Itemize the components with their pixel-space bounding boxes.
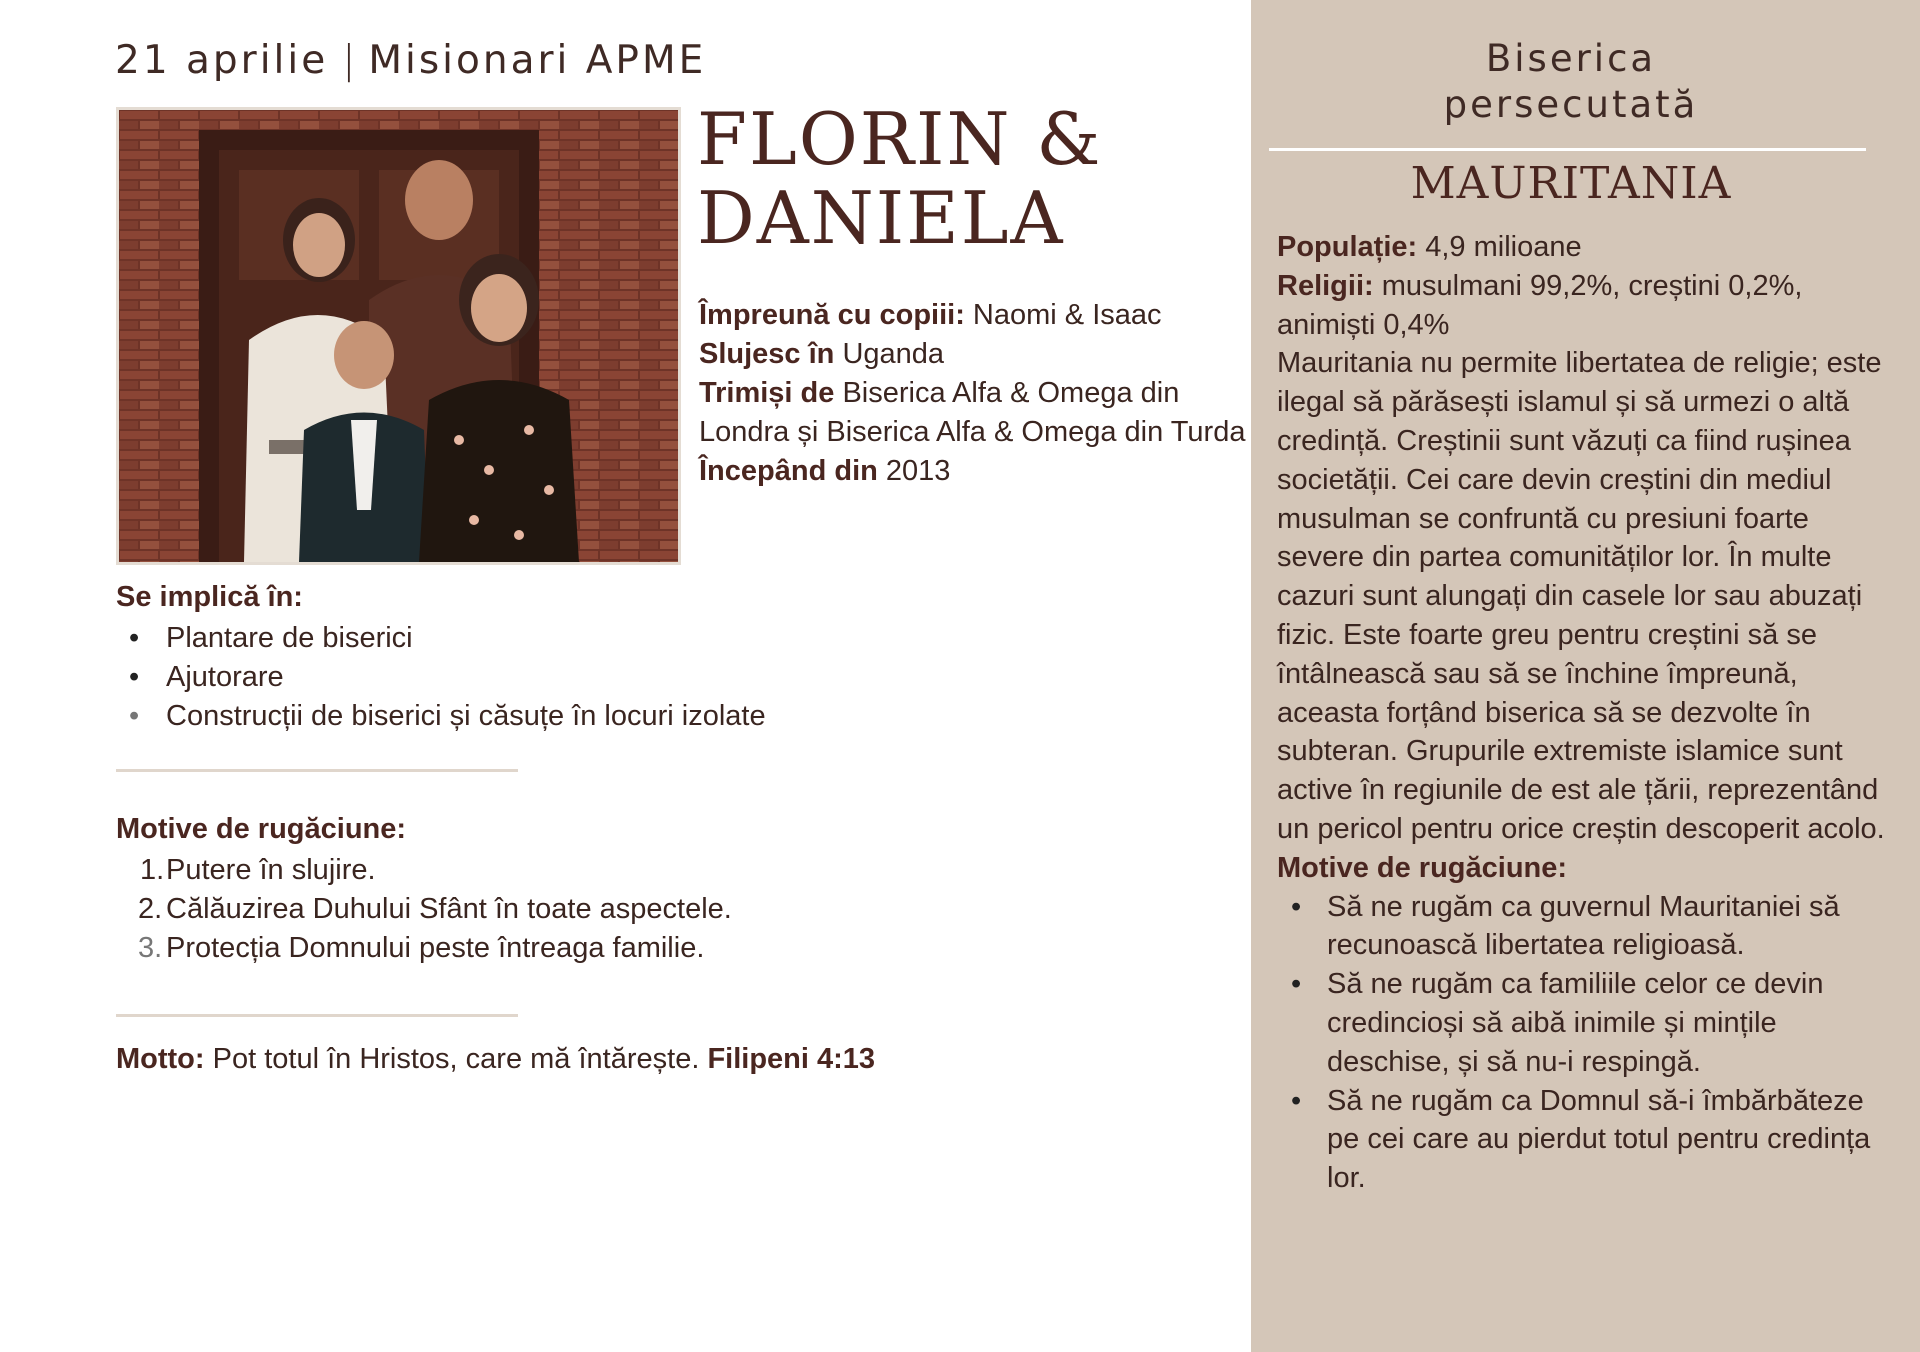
children-row: [699, 296, 1259, 335]
motto-label: Motto:: [116, 1043, 205, 1075]
list-item: • Să ne rugăm ca guvernul Mauritaniei să recunoască libertatea religioasă.: [1277, 888, 1902, 966]
divider: [116, 1014, 518, 1017]
religion-label: Religii:: [1277, 269, 1374, 302]
prayer-list: [116, 851, 732, 968]
country-prayer-list: [1277, 888, 1902, 1198]
panel-divider: [1269, 148, 1866, 151]
item-text: Protecția Domnului peste întreaga familie.: [166, 932, 705, 964]
date: 21 aprilie: [115, 37, 329, 83]
motto-reference: Filipeni 4:13: [707, 1043, 876, 1075]
item-number: 1.: [140, 854, 165, 886]
divider: [116, 769, 518, 772]
list-item: [116, 851, 732, 890]
list-item: • Plantare de biserici: [116, 619, 766, 658]
persecuted-church-panel: [1251, 0, 1920, 1352]
children-value: Naomi & Isaac: [964, 299, 1162, 331]
sent-value: Biserica Alfa & Omega din Londra și Biserica Alfa & Omega din Turda: [699, 377, 1246, 448]
religion-row: [1277, 267, 1902, 345]
serve-value: Uganda: [834, 338, 945, 370]
prayer-title: Motive de rugăciune:: [116, 813, 407, 845]
panel-title-line-2: persecutată: [1443, 83, 1699, 126]
panel-title-line-1: Biserica: [1485, 37, 1657, 80]
religion-value: musulmani 99,2%, creștini 0,2%, animiști 0,4%: [1277, 269, 1803, 341]
list-item: • Să ne rugăm ca familiile celor ce devin credincioși să aibă inimile și mințile deschise, și să nu-i respingă.: [1277, 965, 1902, 1081]
missionary-details: [699, 296, 1259, 491]
children-label: Împreună cu copiii:: [699, 299, 965, 331]
family-photo: [116, 107, 681, 565]
involved-title: Se implică în:: [116, 581, 303, 613]
serve-row: [699, 335, 1259, 374]
item-text: Călăuzirea Duhului Sfânt în toate aspectele.: [166, 893, 732, 925]
list-item: • Construcții de biserici și căsuțe în locuri izolate: [116, 697, 766, 736]
motto: [116, 1043, 875, 1076]
item-text: Putere în slujire.: [166, 854, 376, 886]
header-separator: |: [342, 37, 359, 83]
population-row: [1277, 228, 1902, 267]
list-item: [116, 890, 732, 929]
page-header: [115, 30, 706, 90]
item-number: 2.: [138, 893, 163, 925]
motto-text: Pot totul în Hristos, care mă întărește.: [204, 1043, 708, 1075]
section-title: Misionari APME: [368, 37, 707, 83]
population-value: 4,9 milioane: [1417, 231, 1582, 263]
country-info: [1277, 228, 1902, 1198]
sent-row: [699, 374, 1259, 452]
list-item: [116, 929, 732, 968]
population-label: Populație:: [1277, 231, 1418, 263]
since-row: [699, 452, 1259, 491]
family-photo-illustration: [119, 110, 678, 562]
country-prayer-title: Motive de rugăciune:: [1277, 851, 1568, 884]
country-name: MAURITANIA: [1410, 158, 1732, 209]
involved-list: [116, 619, 766, 736]
panel-title: [1251, 36, 1891, 128]
sent-label: Trimiși de: [699, 377, 835, 409]
country-description: Mauritania nu permite libertatea de religie; este ilegal să părăsești islamul și să urmezi o altă credință. Creștinii sunt văzuți ca fiind rușinea societății. Cei care devin creștini din mediul musulman se confruntă cu presiuni foarte severe din partea comunităților lor. În multe cazuri sunt alungați din casele lor sau abuzați fizic. Este foarte greu pentru creștini să se întâlnească sau să se închine împreună, aceasta forțând biserica să se dezvolte în subteran. Grupurile extremiste islamice sunt active în regiunile de est ale țării, reprezentând un pericol pentru orice creștin descoperit acolo.: [1277, 347, 1885, 845]
list-item: • Ajutorare: [116, 658, 766, 697]
item-number: 3.: [138, 932, 163, 964]
since-value: 2013: [877, 455, 951, 487]
since-label: Începând din: [699, 455, 878, 487]
name-line-1: FLORIN &: [697, 97, 1103, 181]
serve-label: Slujesc în: [699, 338, 835, 370]
list-item: • Să ne rugăm ca Domnul să-i îmbărbăteze pe cei care au pierdut totul pentru credința lor.: [1277, 1082, 1902, 1198]
missionary-names: [697, 97, 1103, 260]
name-line-2: DANIELA: [697, 176, 1065, 260]
